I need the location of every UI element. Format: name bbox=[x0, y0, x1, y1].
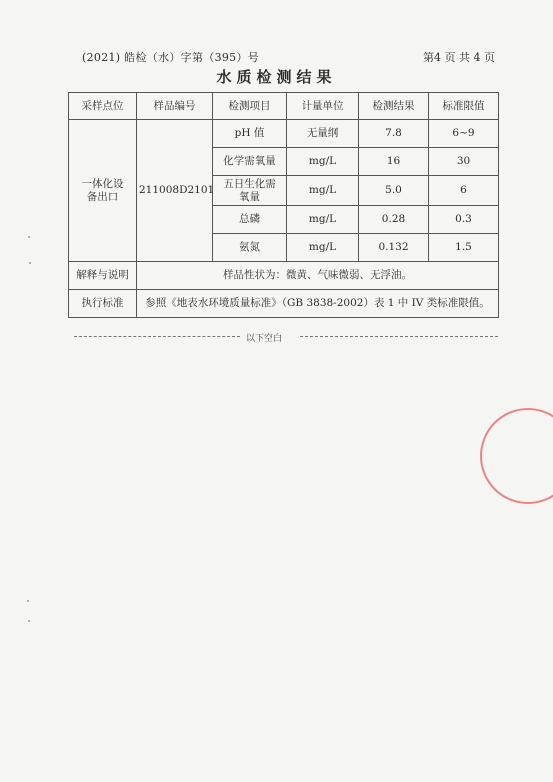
explanation-label: 解释与说明 bbox=[69, 262, 137, 290]
result-cell: 16 bbox=[359, 148, 429, 176]
scan-speck bbox=[28, 620, 30, 622]
limit-cell: 6 bbox=[429, 176, 499, 206]
document-number: (2021) 皓检（水）字第（395）号 bbox=[82, 51, 260, 64]
result-cell: 0.132 bbox=[359, 234, 429, 262]
scan-speck bbox=[29, 262, 31, 264]
result-cell: 5.0 bbox=[359, 176, 429, 206]
page-title: 水质检测结果 bbox=[216, 68, 337, 86]
results-table bbox=[68, 92, 499, 318]
unit-cell: mg/L bbox=[287, 206, 359, 234]
unit-cell: mg/L bbox=[287, 176, 359, 206]
item-cell: 化学需氧量 bbox=[213, 148, 287, 176]
header-sampling-point: 采样点位 bbox=[69, 93, 137, 120]
item-cell: 五日生化需氧量 bbox=[213, 176, 287, 206]
result-cell: 0.28 bbox=[359, 206, 429, 234]
explanation-text: 样品性状为：微黄、气味微弱、无浮油。 bbox=[137, 262, 499, 290]
result-cell: 7.8 bbox=[359, 120, 429, 148]
standard-row bbox=[69, 290, 499, 318]
table-row bbox=[69, 120, 499, 148]
item-cell: 总磷 bbox=[213, 206, 287, 234]
scan-speck bbox=[27, 600, 29, 602]
sample-id-cell: 211008D2101 bbox=[137, 120, 213, 262]
standard-text: 参照《地表水环境质量标准》（GB 3838-2002）表 1 中 IV 类标准限值。 bbox=[137, 290, 499, 318]
header-test-item: 检测项目 bbox=[213, 93, 287, 120]
header-limit: 标准限值 bbox=[429, 93, 499, 120]
unit-cell: mg/L bbox=[287, 234, 359, 262]
page-indicator: 第4 页 共 4 页 bbox=[423, 51, 495, 64]
dashed-divider-left bbox=[74, 336, 240, 337]
table-header-row bbox=[69, 93, 499, 120]
limit-cell: 0.3 bbox=[429, 206, 499, 234]
limit-cell: 1.5 bbox=[429, 234, 499, 262]
standard-label: 执行标准 bbox=[69, 290, 137, 318]
unit-cell: mg/L bbox=[287, 148, 359, 176]
explanation-row bbox=[69, 262, 499, 290]
item-cell: 氨氮 bbox=[213, 234, 287, 262]
header-unit: 计量单位 bbox=[287, 93, 359, 120]
header-sample-id: 样品编号 bbox=[137, 93, 213, 120]
item-cell: pH 值 bbox=[213, 120, 287, 148]
unit-cell: 无量纲 bbox=[287, 120, 359, 148]
blank-below-note: 以下空白 bbox=[246, 334, 283, 344]
sampling-point-cell: 一体化设备出口 bbox=[69, 120, 137, 262]
dashed-divider-right bbox=[300, 336, 498, 337]
limit-cell: 30 bbox=[429, 148, 499, 176]
scan-speck bbox=[28, 236, 30, 238]
official-seal-stamp bbox=[480, 408, 553, 504]
header-result: 检测结果 bbox=[359, 93, 429, 120]
limit-cell: 6~9 bbox=[429, 120, 499, 148]
blank-below-line bbox=[74, 331, 498, 344]
